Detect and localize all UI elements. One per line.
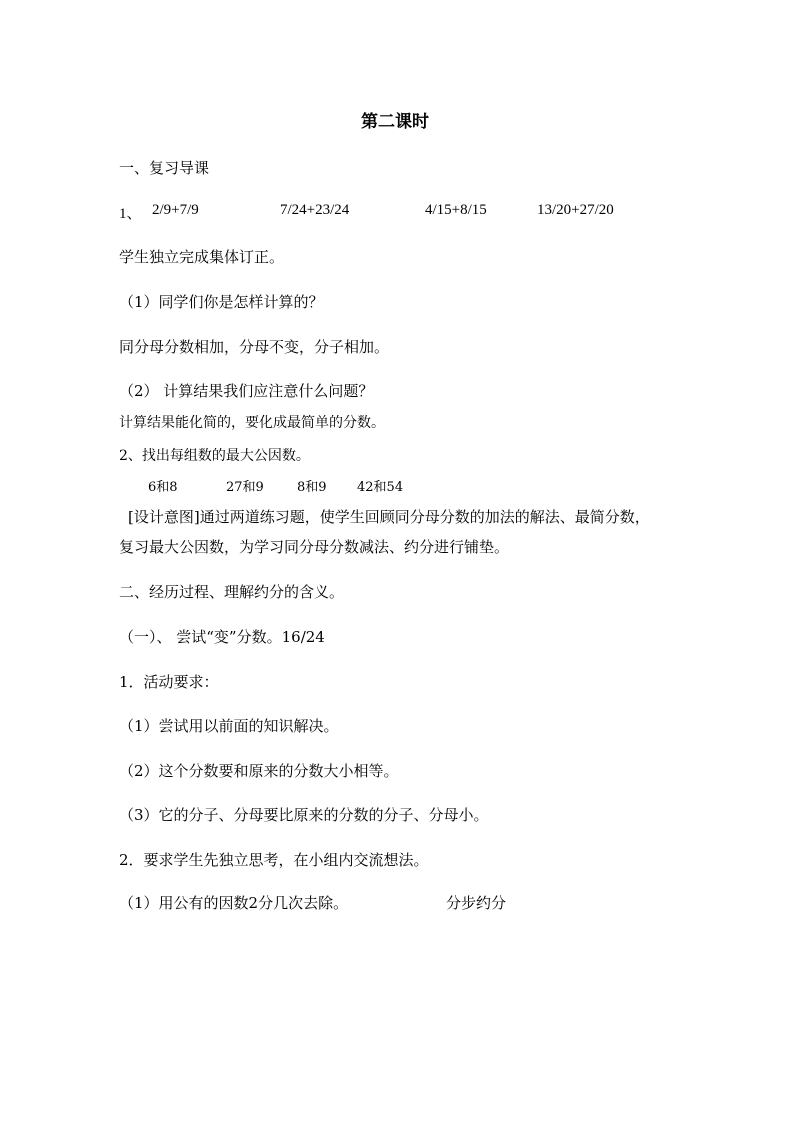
exercise1-item: 7/24+23/24 bbox=[280, 202, 350, 218]
requirement-3: （3）它的分子、分母要比原来的分数的分子、分母小。 bbox=[119, 806, 489, 824]
question-2: （2） 计算结果我们应注意什么问题？ bbox=[119, 382, 374, 400]
step-2: 2．要求学生先独立思考，在小组内交流想法。 bbox=[119, 851, 429, 869]
activity-heading: 1．活动要求： bbox=[119, 673, 219, 691]
answer-1: 同分母分数相加，分母不变，分子相加。 bbox=[119, 338, 390, 356]
exercise2-item: 42和54 bbox=[357, 480, 404, 495]
answer-2: 计算结果能化简的，要化成最简单的分数。 bbox=[119, 415, 385, 431]
design-intent-line2: 复习最大公因数，为学习同分母分数减法、约分进行铺垫。 bbox=[119, 538, 510, 556]
question-1: （1）同学们你是怎样计算的？ bbox=[119, 293, 324, 311]
subsection-1-heading: （一）、 尝试“变”分数。16/24 bbox=[119, 628, 325, 646]
requirement-2: （2）这个分数要和原来的分数大小相等。 bbox=[119, 762, 399, 780]
exercise2-item: 8和9 bbox=[297, 480, 327, 495]
design-intent-line1: [设计意图]通过两道练习题，使学生回顾同分母分数的加法的解法、最简分数， bbox=[128, 508, 650, 526]
exercise2-item: 27和9 bbox=[226, 480, 264, 495]
exercise1-item: 13/20+27/20 bbox=[537, 202, 614, 218]
method-1-label: 分步约分 bbox=[446, 894, 507, 912]
section1-heading: 一、复习导课 bbox=[119, 159, 210, 177]
method-1: （1）用公有的因数2分几次去除。 bbox=[119, 894, 349, 912]
exercise2-heading: 2、找出每组数的最大公因数。 bbox=[119, 448, 310, 464]
section2-heading: 二、经历过程、理解约分的含义。 bbox=[119, 583, 345, 601]
exercise1-item: 2/9+7/9 bbox=[152, 202, 199, 218]
exercise1-item: 4/15+8/15 bbox=[425, 202, 487, 218]
exercise2-item: 6和8 bbox=[148, 480, 178, 495]
exercise1-label: 1、 bbox=[119, 206, 142, 222]
requirement-1: （1）尝试用以前面的知识解决。 bbox=[119, 717, 339, 735]
correction-line: 学生独立完成集体订正。 bbox=[119, 248, 285, 266]
page-title: 第二课时 bbox=[361, 112, 429, 132]
